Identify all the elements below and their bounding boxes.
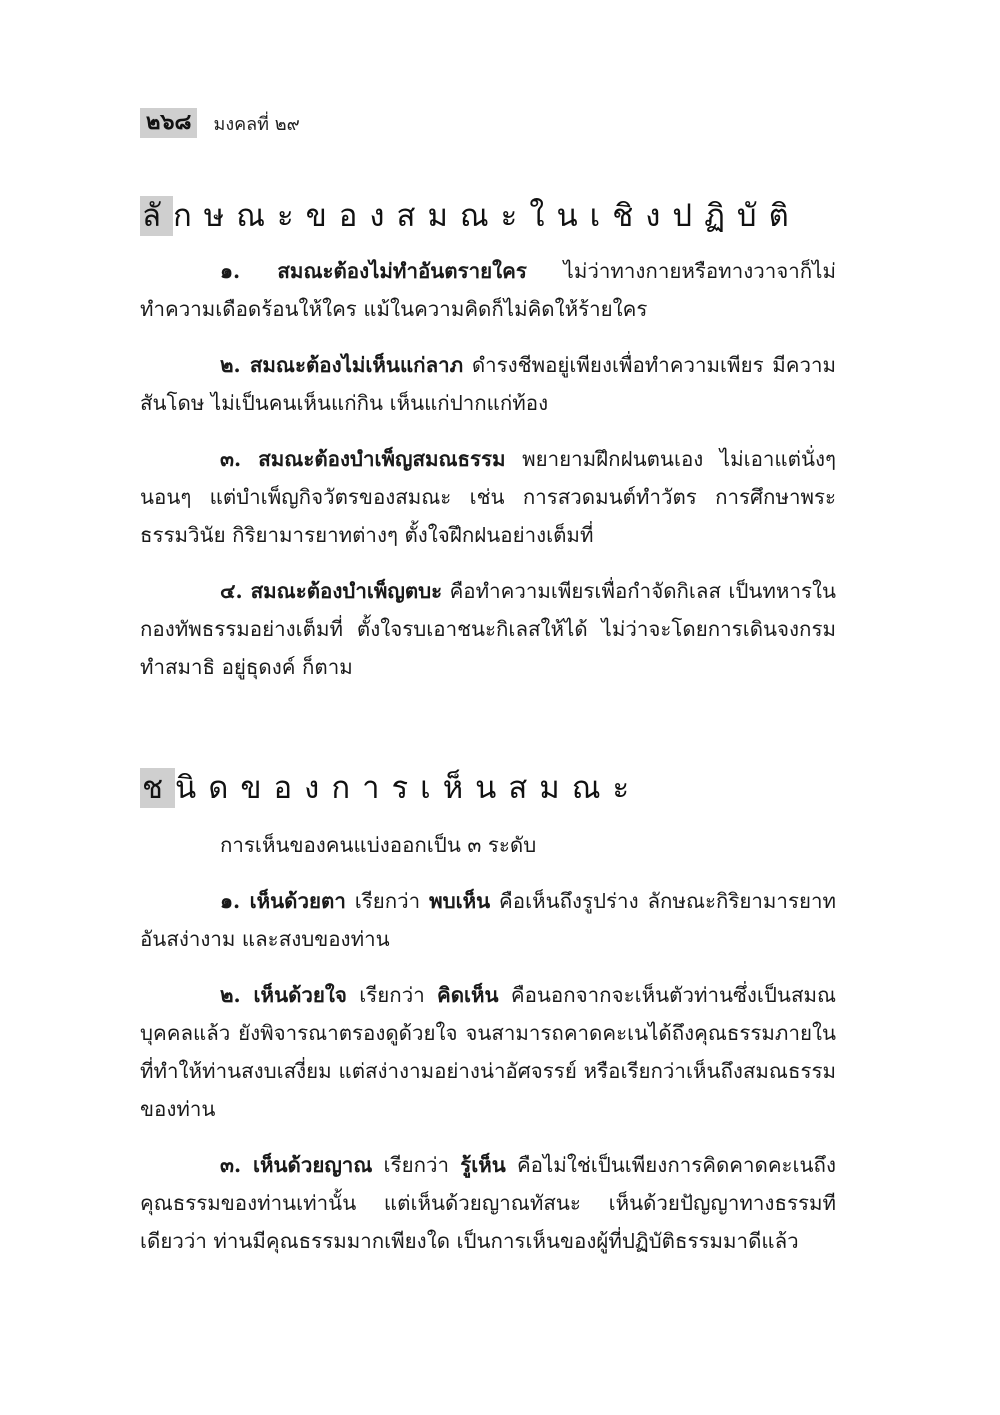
list-item (140, 882, 836, 958)
item-text: คือทำความเพียรเพื่อกำจัดกิเลส เป็นทหารในกองทัพธรรมอย่างเต็มที่ ตั้งใจรบเอาชนะกิเลสให้ได้ ไม่ว่าจะโดยการเดินจงกรม ทำสมาธิ อยู่ธุดงค์ ก็ตาม (140, 579, 836, 679)
section1-body (140, 252, 836, 704)
section-heading-characteristics (140, 196, 801, 236)
item-text: พยายามฝึกฝนตนเอง ไม่เอาแต่นั่งๆ นอนๆ แต่บำเพ็ญกิจวัตรของสมณะ เช่น การสวดมนต์ทำวัตร การศึกษาพระธรรมวินัย กิริยามารยาทต่างๆ ตั้งใจฝึกฝนอย่างเต็มที่ (140, 447, 836, 547)
item-text: คือเห็นถึงรูปร่าง ลักษณะกิริยามารยาทอันสง่างาม และสงบของท่าน (140, 889, 836, 951)
section-heading-types-of-seeing (140, 768, 641, 808)
item-connector: เรียกว่า (359, 983, 425, 1007)
list-item (140, 1146, 836, 1260)
list-item (140, 976, 836, 1128)
list-item (140, 346, 836, 422)
item-term: รู้เห็น (460, 1153, 506, 1177)
item-heading: ๔. สมณะต้องบำเพ็ญตบะ (220, 579, 443, 603)
item-heading: ๓. สมณะต้องบำเพ็ญสมณธรรม (220, 447, 506, 471)
item-text: ไม่ว่าทางกายหรือทางวาจาก็ไม่ทำความเดือดร้อนให้ใคร แม้ในความคิดก็ไม่คิดให้ร้ายใคร (140, 259, 836, 321)
list-item (140, 572, 836, 686)
item-heading: ๓. เห็นด้วยญาณ (220, 1153, 373, 1177)
heading-rest: กษณะของสมณะในเชิงปฏิบัติ (173, 198, 801, 234)
item-connector: เรียกว่า (383, 1153, 450, 1177)
item-connector: เรียกว่า (354, 889, 421, 913)
item-heading: ๑. เห็นด้วยตา (220, 889, 346, 913)
item-text: ดำรงชีพอยู่เพียงเพื่อทำความเพียร มีความสันโดษ ไม่เป็นคนเห็นแก่กิน เห็นแก่ปากแก่ท้อง (140, 353, 836, 415)
item-text: คือนอกจากจะเห็นตัวท่านซึ่งเป็นสมณบุคคลแล้ว ยังพิจารณาตรองดูด้วยใจ จนสามารถคาดคะเนได้ถึงคุณธรรมภายใน ที่ทำให้ท่านสงบเสงี่ยม แต่สง่างามอย่างน่าอัศจรรย์ หรือเรียกว่าเห็นถึงสมณธรรมของท่าน (140, 983, 836, 1121)
heading-initial: ช (142, 770, 176, 806)
running-title: มงคลที่ ๒๙ (213, 113, 300, 135)
heading-rest: นิดของการเห็นสมณะ (175, 770, 642, 806)
page-header (140, 108, 300, 138)
item-text: คือไม่ใช่เป็นเพียงการคิดคาดคะเนถึงคุณธรรมของท่านเท่านั้น แต่เห็นด้วยญาณทัสนะ เห็นด้วยปัญญาทางธรรมทีเดียวว่า ท่านมีคุณธรรมมากเพียงใด เป็นการเห็นของผู้ที่ปฏิบัติธรรมมาดีแล้ว (140, 1153, 836, 1253)
item-term: คิดเห็น (437, 983, 499, 1007)
list-item (140, 440, 836, 554)
page-number: ๒๖๘ (140, 108, 197, 138)
intro-text: การเห็นของคนแบ่งออกเป็น ๓ ระดับ (220, 833, 537, 857)
item-term: พบเห็น (429, 889, 491, 913)
list-item (140, 252, 836, 328)
item-heading: ๒. เห็นด้วยใจ (220, 983, 347, 1007)
heading-initial: ลั (142, 198, 173, 234)
section2-body (140, 826, 836, 1278)
item-heading: ๒. สมณะต้องไม่เห็นแก่ลาภ (220, 353, 464, 377)
item-heading: ๑. สมณะต้องไม่ทำอันตรายใคร (220, 259, 527, 283)
